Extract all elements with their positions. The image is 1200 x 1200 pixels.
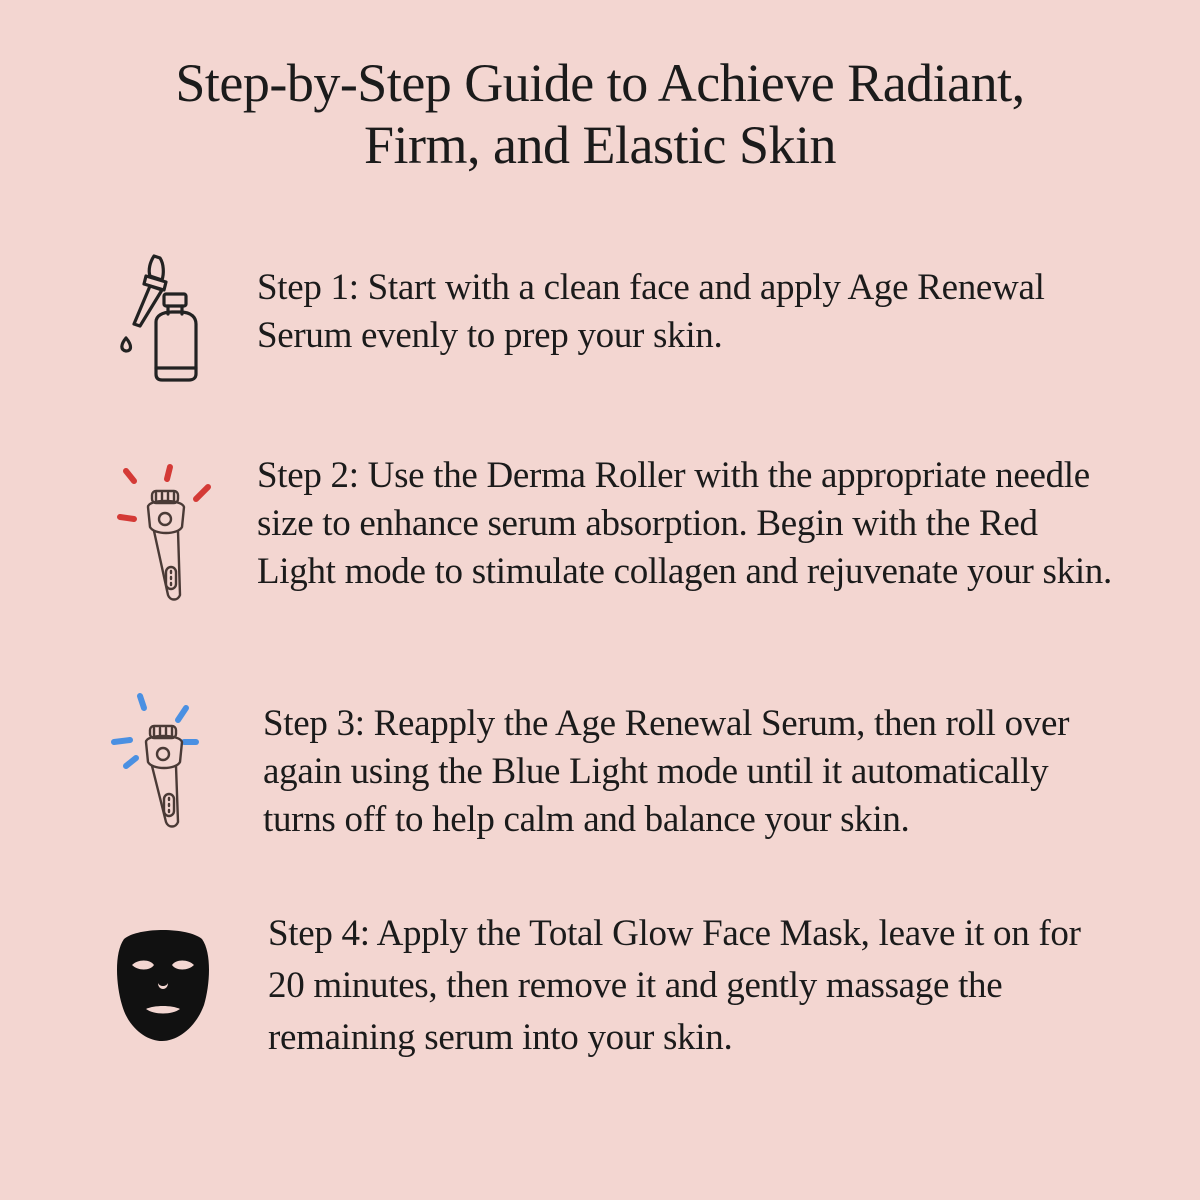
face-mask-icon: [112, 925, 214, 1047]
step-4-line-2: 20 minutes, then remove it and gently massage the: [268, 965, 1003, 1006]
step-3-line-2: again using the Blue Light mode until it automatically: [263, 751, 1049, 792]
step-4-text: [268, 908, 1081, 1064]
page-title: [0, 52, 1200, 176]
step-3-line-1: Step 3: Reapply the Age Renewal Serum, then roll over: [263, 703, 1070, 744]
step-2-line-1: Step 2: Use the Derma Roller with the appropriate needle: [257, 455, 1090, 496]
step-2-text: [257, 452, 1112, 596]
step-1-text: [257, 264, 1045, 360]
title-line-1: Step-by-Step Guide to Achieve Radiant,: [175, 53, 1025, 113]
step-2-line-3: Light mode to stimulate collagen and rejuvenate your skin.: [257, 551, 1112, 592]
derma-roller-red-light-icon: [112, 455, 222, 605]
derma-roller-blue-light-icon: [110, 690, 220, 835]
step-1-line-2: Serum evenly to prep your skin.: [257, 315, 723, 356]
step-3-text: [263, 700, 1069, 844]
serum-dropper-bottle-icon: [110, 250, 210, 385]
title-line-2: Firm, and Elastic Skin: [364, 115, 836, 175]
step-2-line-2: size to enhance serum absorption. Begin with the Red: [257, 503, 1038, 544]
step-3-line-3: turns off to help calm and balance your skin.: [263, 799, 910, 840]
step-1-line-1: Step 1: Start with a clean face and apply Age Renewal: [257, 267, 1045, 308]
step-4-line-1: Step 4: Apply the Total Glow Face Mask, leave it on for: [268, 913, 1081, 954]
step-4-line-3: remaining serum into your skin.: [268, 1017, 733, 1058]
